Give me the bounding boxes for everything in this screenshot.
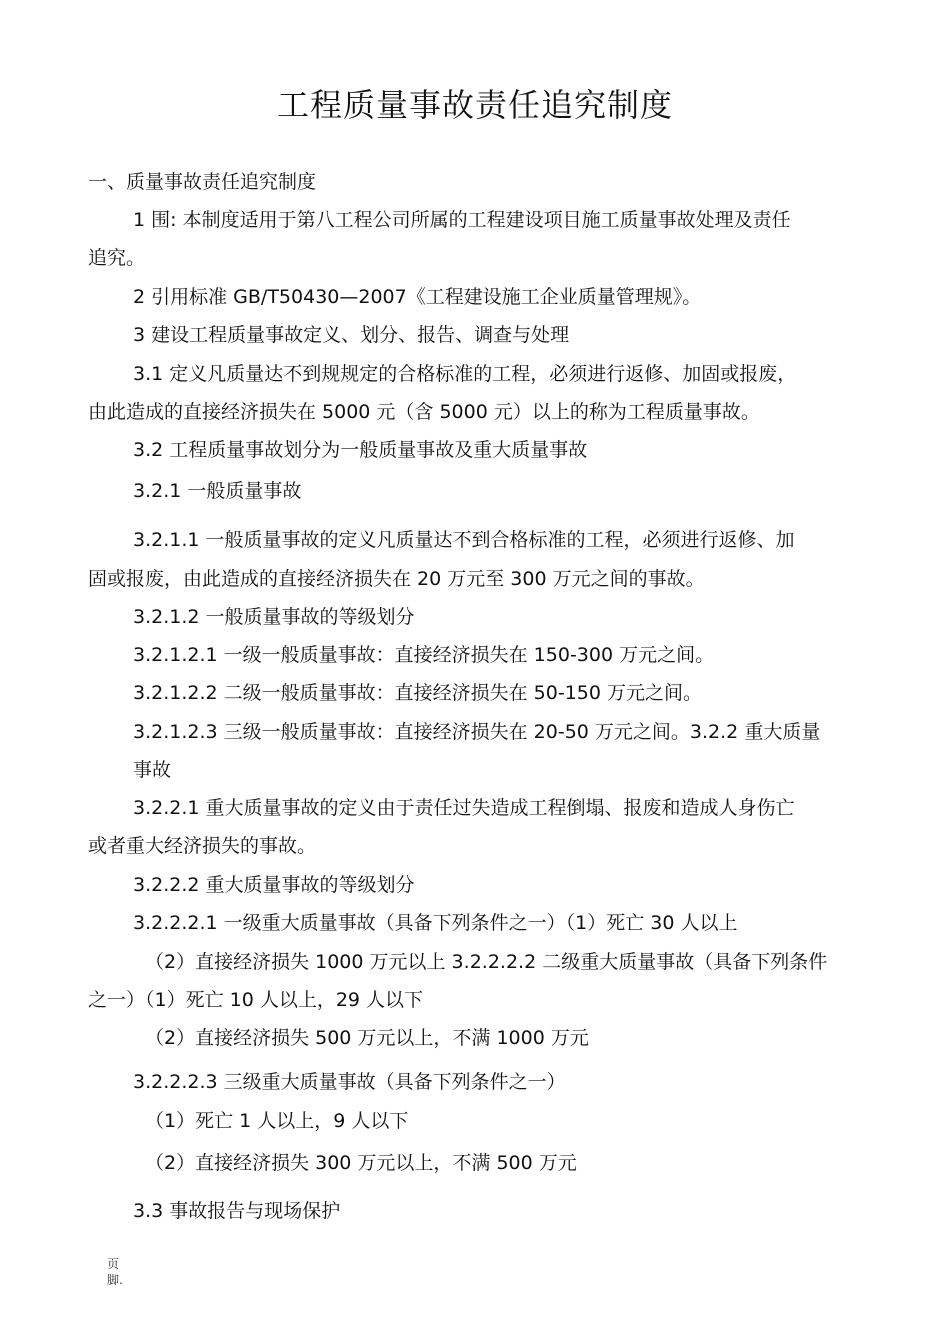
paragraph-line: 3.2.1.2.3 三级一般质量事故：直接经济损失在 20-50 万元之间。3.2.2 重大质量 [133, 721, 821, 743]
paragraph-line: 3.2.1.2.1 一级一般质量事故：直接经济损失在 150-300 万元之间。 [133, 644, 715, 666]
paragraph-line: 1 围: 本制度适用于第八工程公司所属的工程建设项目施工质量事故处理及责任 [133, 209, 791, 231]
paragraph-line: 3.2.1 一般质量事故 [133, 480, 302, 502]
paragraph-line: 由此造成的直接经济损失在 5000 元（含 5000 元）以上的称为工程质量事故。 [88, 401, 760, 423]
paragraph-line: 3.3 事故报告与现场保护 [133, 1200, 341, 1222]
paragraph-line: 或者重大经济损失的事故。 [88, 835, 317, 857]
document-title: 工程质量事故责任追究制度 [276, 86, 673, 124]
paragraph-line: 3.2 工程质量事故划分为一般质量事故及重大质量事故 [133, 439, 588, 461]
section-heading: 一、质量事故责任追究制度 [88, 171, 317, 193]
paragraph-line: 3.2.2.2.1 一级重大质量事故（具备下列条件之一）（1）死亡 30 人以上 [133, 912, 738, 934]
paragraph-line: 3.2.2.2 重大质量事故的等级划分 [133, 874, 415, 896]
paragraph-line: 3.2.1.2 一般质量事故的等级划分 [133, 606, 415, 628]
paragraph-line: 3.2.2.1 重大质量事故的定义由于责任过失造成工程倒塌、报废和造成人身伤亡 [133, 797, 795, 819]
page-footer-line: 页 [107, 1257, 120, 1271]
paragraph-line: 事故 [133, 759, 172, 781]
paragraph-line: 追究。 [88, 247, 146, 269]
paragraph-line: 3.2.2.2.3 三级重大质量事故（具备下列条件之一） [133, 1071, 566, 1093]
paragraph-line: 2 引用标准 GB/T50430—2007《工程建设施工企业质量管理规》。 [133, 286, 702, 308]
paragraph-line: （2）直接经济损失 1000 万元以上 3.2.2.2.2 二级重大质量事故（具备下列条件 [145, 951, 828, 973]
paragraph-line: 固或报废，由此造成的直接经济损失在 20 万元至 300 万元之间的事故。 [88, 568, 705, 590]
paragraph-line: （2）直接经济损失 300 万元以上，不满 500 万元 [145, 1152, 577, 1174]
paragraph-line: 3.2.1.1 一般质量事故的定义凡质量达不到合格标准的工程，必须进行返修、加 [133, 529, 795, 551]
page-footer-line: 脚. [107, 1273, 123, 1287]
paragraph-line: （1）死亡 1 人以上，9 人以下 [145, 1110, 409, 1132]
paragraph-line: （2）直接经济损失 500 万元以上，不满 1000 万元 [145, 1027, 589, 1049]
paragraph-line: 3.1 定义凡质量达不到规规定的合格标准的工程，必须进行返修、加固或报废， [133, 363, 797, 385]
paragraph-line: 之一）（1）死亡 10 人以上，29 人以下 [88, 989, 424, 1011]
paragraph-line: 3 建设工程质量事故定义、划分、报告、调查与处理 [133, 324, 570, 346]
paragraph-line: 3.2.1.2.2 二级一般质量事故：直接经济损失在 50-150 万元之间。 [133, 682, 703, 704]
